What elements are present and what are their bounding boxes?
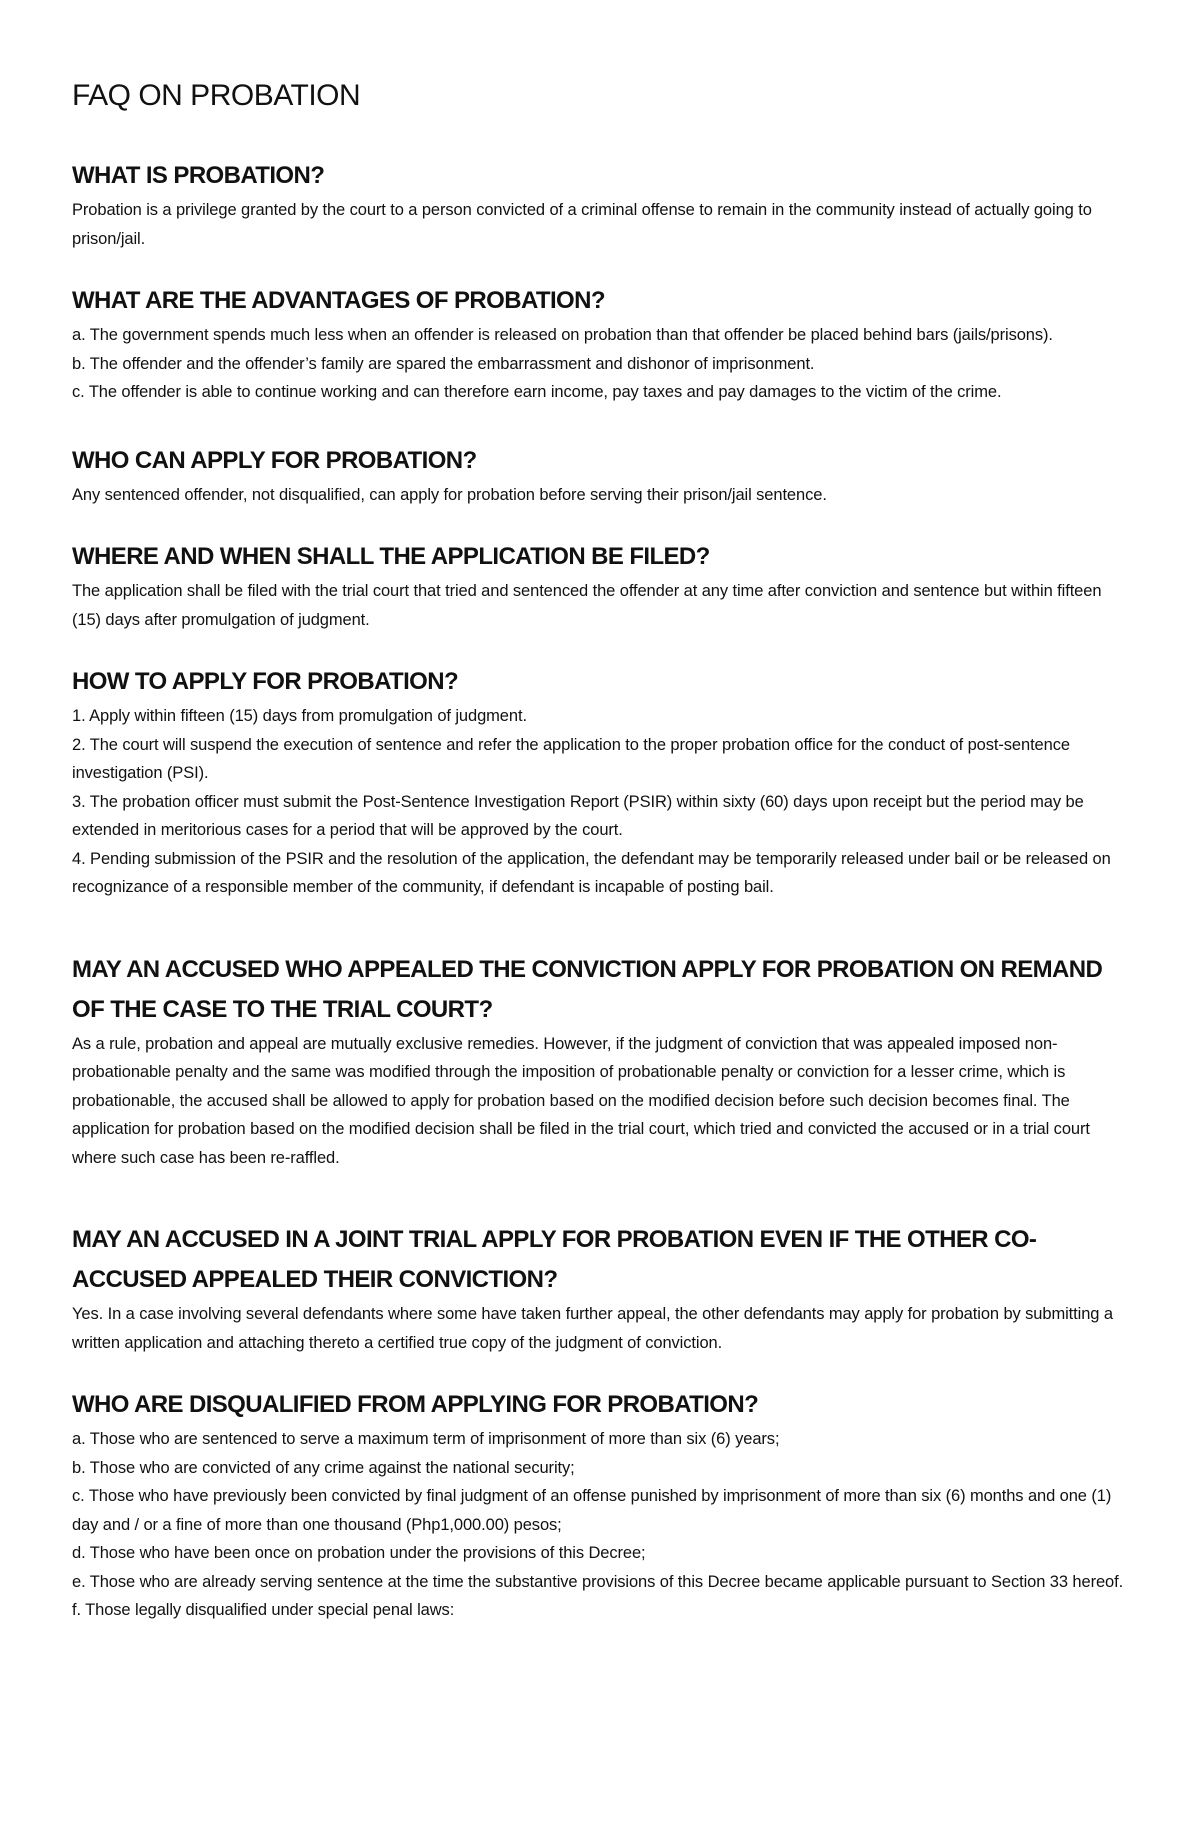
- section-heading: WHAT ARE THE ADVANTAGES OF PROBATION?: [72, 287, 605, 314]
- faq-section-where-when-filed: [72, 537, 1132, 634]
- faq-section-how-to-apply: [72, 662, 1132, 902]
- list-item: c. The offender is able to continue working and can therefore earn income, pay taxes and pay damages to the victim of the crime.: [72, 383, 1002, 401]
- section-heading: WHAT IS PROBATION?: [72, 162, 325, 189]
- faq-section-appeal-remand: [72, 950, 1132, 1173]
- list-item: 4. Pending submission of the PSIR and the resolution of the application, the defendant may be temporarily released under bail or be released on recognizance of a responsible member of the community, if defendant is incapable of posting bail.: [72, 849, 1111, 896]
- section-heading: WHO ARE DISQUALIFIED FROM APPLYING FOR PROBATION?: [72, 1391, 759, 1418]
- section-heading: MAY AN ACCUSED IN A JOINT TRIAL APPLY FOR PROBATION EVEN IF THE OTHER CO-ACCUSED APPEALED THEIR CONVICTION?: [72, 1226, 1037, 1293]
- section-heading: WHO CAN APPLY FOR PROBATION?: [72, 446, 477, 474]
- list-item: b. The offender and the offender’s family are spared the embarrassment and dishonor of imprisonment.: [72, 354, 815, 373]
- section-paragraph: Yes. In a case involving several defendants where some have taken further appeal, the other defendants may apply for probation by submitting a written application and attaching thereto a certified true copy of the judgment of conviction.: [72, 1305, 1113, 1352]
- list-item: f. Those legally disqualified under special penal laws:: [72, 1601, 455, 1619]
- faq-section-what-is-probation: [72, 156, 1132, 253]
- page-title: FAQ ON PROBATION: [72, 79, 361, 112]
- list-item: a. The government spends much less when an offender is released on probation than that offender be placed behind bars (jails/prisons).: [72, 326, 1053, 344]
- list-item: 1. Apply within fifteen (15) days from promulgation of judgment.: [72, 707, 527, 725]
- faq-section-joint-trial: [72, 1220, 1132, 1357]
- list-item: 3. The probation officer must submit the Post-Sentence Investigation Report (PSIR) within sixty (60) days upon receipt but the period may be extended in meritorious cases for a period that will be approved by the court.: [72, 792, 1084, 839]
- section-paragraph: As a rule, probation and appeal are mutually exclusive remedies. However, if the judgment of conviction that was appealed imposed non-probationable penalty and the same was modified through the imposition of probationable penalty or conviction for a lesser crime, which is probationable, the accused shall be allowed to apply for probation based on the modified decision before such decision becomes final. The application for probation based on the modified decision shall be filed in the trial court, which tried and convicted the accused or in a trial court where such case has been re-raffled.: [72, 1034, 1090, 1167]
- list-item: e. Those who are already serving sentence at the time the substantive provisions of this Decree became applicable pursuant to Section 33 hereof.: [72, 1572, 1124, 1591]
- list-item: 2. The court will suspend the execution of sentence and refer the application to the proper probation office for the conduct of post-sentence investigation (PSI).: [72, 735, 1070, 782]
- faq-section-disqualified: [72, 1385, 1132, 1625]
- faq-section-who-can-apply: [72, 441, 1132, 510]
- section-paragraph: The application shall be filed with the trial court that tried and sentenced the offender at any time after conviction and sentence but within fifteen (15) days after promulgation of judgment.: [72, 582, 1102, 629]
- section-heading: HOW TO APPLY FOR PROBATION?: [72, 668, 459, 695]
- section-heading: WHERE AND WHEN SHALL THE APPLICATION BE FILED?: [72, 543, 710, 570]
- section-paragraph: Any sentenced offender, not disqualified, can apply for probation before serving their prison/jail sentence.: [72, 485, 827, 504]
- section-paragraph: Probation is a privilege granted by the court to a person convicted of a criminal offense to remain in the community instead of actually going to prison/jail.: [72, 201, 1092, 248]
- list-item: c. Those who have previously been convicted by final judgment of an offense punished by imprisonment of more than six (6) months and one (1) day and / or a fine of more than one thousand (Php1,000.00) pesos;: [72, 1487, 1112, 1534]
- faq-section-advantages: [72, 281, 1132, 407]
- section-heading: MAY AN ACCUSED WHO APPEALED THE CONVICTION APPLY FOR PROBATION ON REMAND OF THE CASE TO THE TRIAL COURT?: [72, 955, 1103, 1023]
- document-page: [72, 78, 1132, 1625]
- list-item: a. Those who are sentenced to serve a maximum term of imprisonment of more than six (6) years;: [72, 1430, 780, 1448]
- list-item: b. Those who are convicted of any crime against the national security;: [72, 1458, 575, 1477]
- list-item: d. Those who have been once on probation under the provisions of this Decree;: [72, 1544, 646, 1562]
